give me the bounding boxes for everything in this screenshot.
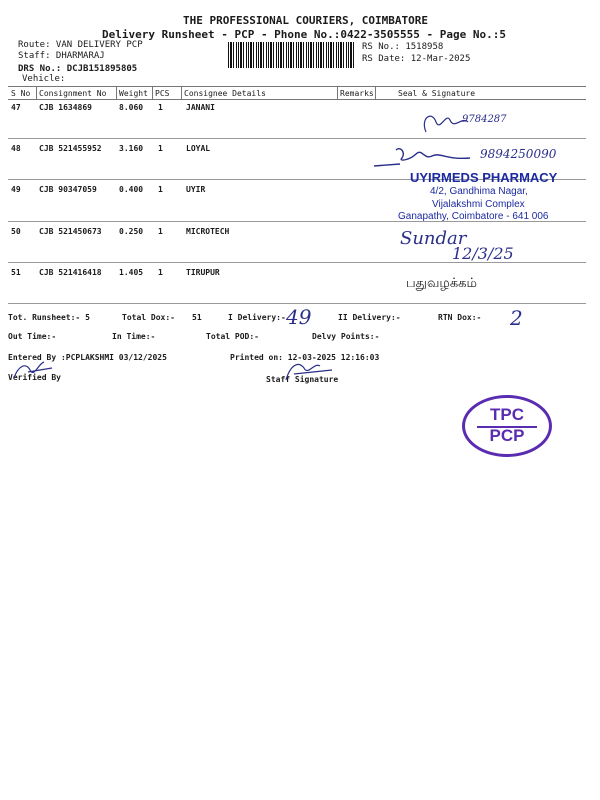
entered-by: Entered By :PCPLAKSHMI 03/12/2025 <box>8 353 167 362</box>
total-dox-label: Total Dox:- <box>122 313 175 322</box>
row-consignee: UYIR <box>186 185 206 194</box>
printed-on: Printed on: 12-03-2025 12:16:03 <box>230 353 380 362</box>
tot-runsheet: Tot. Runsheet:- 5 <box>8 313 90 322</box>
row51-signature: பதுவழக்கம் <box>406 276 477 291</box>
row-consignment: CJB 521450673 <box>39 227 102 236</box>
row-consignee: MICROTECH <box>186 227 230 236</box>
pharmacy-stamp-line2: Vijalakshmi Complex <box>432 199 525 210</box>
row-sno: 51 <box>11 268 21 277</box>
col-pcs: PCS <box>155 89 170 98</box>
row-pcs: 1 <box>158 144 163 153</box>
ii-delivery-label: II Delivery:- <box>338 313 401 322</box>
row-weight: 1.405 <box>119 268 144 277</box>
verified-signature <box>8 356 58 386</box>
rtn-dox-label: RTN Dox:- <box>438 313 482 322</box>
row-sno: 49 <box>11 185 21 194</box>
row-weight: 0.400 <box>119 185 144 194</box>
row-sno: 48 <box>11 144 21 153</box>
barcode <box>228 42 356 68</box>
i-delivery-label: I Delivery:- <box>228 313 286 322</box>
row-consignee: JANANI <box>186 103 215 112</box>
row48-signature <box>370 140 480 172</box>
route-label: Route: VAN DELIVERY PCP <box>18 40 143 50</box>
rs-date: RS Date: 12-Mar-2025 <box>362 54 471 64</box>
row-weight: 8.060 <box>119 103 144 112</box>
col-weight: Weight <box>119 89 148 98</box>
col-consignment: Consignment No <box>39 89 107 98</box>
row47-phone-note: 9784287 <box>462 114 507 125</box>
tpc-stamp-top: TPC <box>490 405 524 424</box>
staff-label: Staff: DHARMARAJ <box>18 51 105 61</box>
rs-number: RS No.: 1518958 <box>362 42 444 52</box>
i-delivery-value: 49 <box>286 305 312 329</box>
col-remarks: Remarks <box>340 89 374 98</box>
row-consignment: CJB 521416418 <box>39 268 102 277</box>
row-pcs: 1 <box>158 103 163 112</box>
pharmacy-stamp-title: UYIRMEDS PHARMACY <box>410 170 558 185</box>
rtn-dox-value: 2 <box>510 306 523 330</box>
row-consignment: CJB 1634869 <box>39 103 92 112</box>
row50-signature-name: Sundar <box>400 228 467 249</box>
staff-signature-label: Staff Signature <box>266 375 339 384</box>
row48-phone-note: 9894250090 <box>480 147 557 161</box>
drs-number: DRS No.: DCJB151895805 <box>18 64 138 74</box>
col-seal: Seal & Signature <box>398 89 476 98</box>
row-sno: 47 <box>11 103 21 112</box>
row-weight: 0.250 <box>119 227 144 236</box>
row-consignment: CJB 521455952 <box>39 144 102 153</box>
row-consignment: CJB 90347059 <box>39 185 97 194</box>
company-title: THE PROFESSIONAL COURIERS, COIMBATORE <box>183 14 429 27</box>
row-consignee: TIRUPUR <box>186 268 220 277</box>
row-weight: 3.160 <box>119 144 144 153</box>
row-consignee: LOYAL <box>186 144 211 153</box>
staff-signature <box>280 356 340 386</box>
tpc-pcp-stamp <box>462 395 552 457</box>
runsheet-subtitle: Delivery Runsheet - PCP - Phone No.:0422-3505555 - Page No.:5 <box>102 28 506 41</box>
pharmacy-stamp-line1: 4/2, Gandhima Nagar, <box>430 186 528 197</box>
verified-by: Verified By <box>8 373 61 382</box>
out-time: Out Time:- <box>8 332 57 341</box>
row-pcs: 1 <box>158 227 163 236</box>
row50-signature-date: 12/3/25 <box>452 244 514 263</box>
col-consignee: Consignee Details <box>184 89 266 98</box>
vehicle-label: Vehicle: <box>22 74 66 84</box>
total-dox-value: 51 <box>192 313 202 322</box>
row-pcs: 1 <box>158 185 163 194</box>
pharmacy-stamp-line3: Ganapathy, Coimbatore - 641 006 <box>398 211 549 222</box>
row-sno: 50 <box>11 227 21 236</box>
tpc-stamp-bottom: PCP <box>489 426 525 445</box>
delvy-points: Delvy Points:- <box>312 332 380 341</box>
row-pcs: 1 <box>158 268 163 277</box>
col-sno: S No <box>11 89 31 98</box>
total-pod: Total POD:- <box>206 332 259 341</box>
in-time: In Time:- <box>112 332 156 341</box>
